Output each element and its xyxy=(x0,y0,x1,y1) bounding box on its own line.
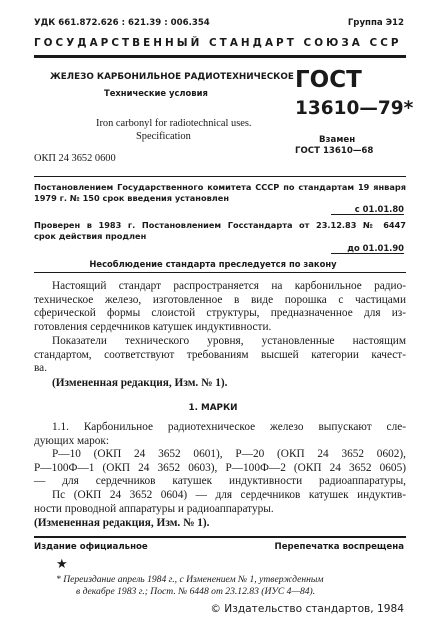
section-1-body xyxy=(34,421,406,516)
intro-p1-line: сферической формы слоистой структуры, предназначенное для из- xyxy=(34,307,406,320)
section-1-line: Р—100Ф—1 (ОКП 24 3652 0603), Р—100Ф—2 (ОКП 24 3652 0605) xyxy=(34,461,406,474)
title-ru-subtitle: Технические условия xyxy=(104,88,208,98)
replaces-standard: ГОСТ 13610—68 xyxy=(295,146,374,156)
decree-date-from-underline xyxy=(331,214,404,215)
decree-rule-top xyxy=(34,176,406,177)
section-1-heading: 1. МАРКИ xyxy=(188,403,238,413)
okp-code: ОКП 24 3652 0600 xyxy=(34,153,116,164)
reissue-note-line-2: в декабре 1983 г.; Пост. № 6448 от 23.12.83 (ИУС 4—84). xyxy=(76,586,316,597)
replaces-label: Взамен xyxy=(319,135,356,145)
decree-date-to: до 01.01.90 xyxy=(347,243,404,253)
section-1-amendment: (Измененная редакция, Изм. № 1). xyxy=(34,517,210,529)
copyright: © Издательство стандартов, 1984 xyxy=(210,603,404,615)
title-ru: ЖЕЛЕЗО КАРБОНИЛЬНОЕ РАДИОТЕХНИЧЕСКОЕ xyxy=(50,72,294,82)
title-en: Iron carbonyl for radiotechnical uses. xyxy=(96,118,252,129)
intro-p2-line: ва. xyxy=(34,362,48,375)
reissue-note-line-1: * Переиздание апрель 1984 г., с Изменением № 1, утвержденным xyxy=(56,574,324,585)
intro-p2-line: стандартом, соответствуют требованиям высшей категории качест- xyxy=(34,348,406,361)
official-edition: Издание официальное xyxy=(34,542,148,552)
decree-rule-bottom xyxy=(34,272,406,273)
udk-code: УДК 661.872.626 : 621.39 : 006.354 xyxy=(34,18,210,28)
section-1-line: — для сердечников катушек индуктивности радиоаппаратуры, xyxy=(34,475,406,488)
decree-check-line-2: срок действия продлен xyxy=(34,231,147,241)
decree-line-2: 1979 г. № 150 срок введения установлен xyxy=(34,193,229,203)
intro-p1-line: готовления сердечников катушек индуктивности. xyxy=(34,320,272,333)
decree-check-line-1: Проверен в 1983 г. Постановлением Госстандарта от 23.12.83 № 6447 xyxy=(34,220,406,230)
intro-p1-line: техническое железо, изготовленное в виде порошка с частицами xyxy=(34,293,406,306)
intro-p2-line: Показатели технического уровня, установленные настоящим xyxy=(52,335,406,347)
footer-rule xyxy=(34,536,406,538)
intro-amendment: (Измененная редакция, Изм. № 1). xyxy=(52,377,228,389)
decree-date-from: с 01.01.80 xyxy=(354,204,404,214)
section-1-line: ности проводной аппаратуры и радиоаппаратуры. xyxy=(34,502,274,515)
intro-paragraph-2 xyxy=(34,335,406,376)
section-1-line: дующих марок: xyxy=(34,434,110,447)
section-1-line: 1.1. Карбонильное радиотехническое железо выпускают сле- xyxy=(52,421,406,433)
decree-date-to-underline xyxy=(331,253,404,254)
decree-line-1: Постановлением Государственного комитета СССР по стандартам 19 января xyxy=(34,182,406,192)
section-1-line: Р—10 (ОКП 24 3652 0601), Р—20 (ОКП 24 3652 0602), xyxy=(52,448,406,461)
header-rule xyxy=(34,55,406,58)
reprint-prohibited: Перепечатка воспрещена xyxy=(274,542,404,552)
gost-number: 13610—79* xyxy=(295,98,414,119)
section-1-line: Пс (ОКП 24 3652 0604) — для сердечников катушек индуктив- xyxy=(52,488,406,501)
standard-banner: ГОСУДАРСТВЕННЫЙ СТАНДАРТ СОЮЗА ССР xyxy=(34,37,402,49)
law-warning: Несоблюдение стандарта преследуется по закону xyxy=(89,259,337,269)
group-code: Группа Э12 xyxy=(347,18,404,28)
gost-label: ГОСТ xyxy=(295,67,362,93)
title-en-specification: Specification xyxy=(136,131,191,142)
star-icon: ★ xyxy=(56,556,68,571)
intro-p1-line: Настоящий стандарт распространяется на карбонильное радио- xyxy=(52,280,406,292)
intro-paragraph-1 xyxy=(34,280,406,334)
